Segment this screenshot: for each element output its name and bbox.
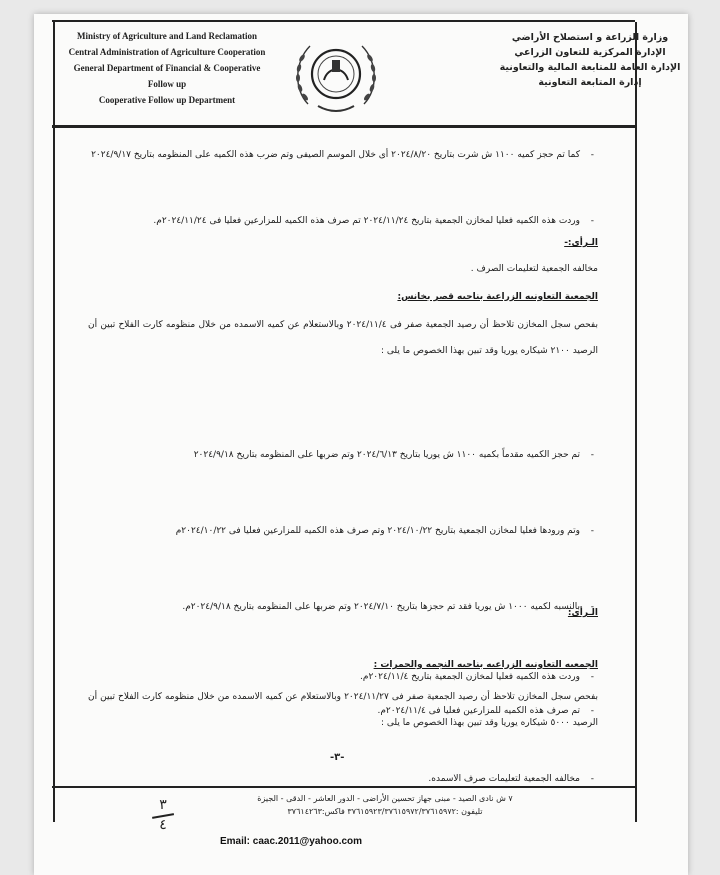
list-item: - وتم ورودها فعليا لمخازن الجمعية بتاريخ ٢٠٢٤/١٠/٢٢ وتم صرف هذه الكميه للمزارعين فعليا فى ٢٠٢٤/١٠/٢٢م: [70, 518, 598, 544]
document-body: [88, 136, 598, 784]
list-item: - بالنسبه لكميه ١٠٠٠ ش يوريا فقد تم حجزها بتاريخ ٢٠٢٤/٧/١٠ وتم ضربها على المنظومه بتاريخ ٢٠٢٤/٩/١٨م.: [70, 594, 598, 620]
list-item: - وردت هذه الكميه فعليا لمخازن الجمعية بتاريخ ٢٠٢٤/١١/٤م.: [70, 672, 598, 682]
society-heading: الجمعيه التعاونيه الزراعيه بناحيه النجمه والحمرات :: [373, 660, 598, 670]
header-rule: [52, 125, 635, 128]
ministry-logo: [288, 36, 384, 116]
header-ar-line: وزارة الزراعة و استصلاح الأراضي: [511, 32, 669, 43]
opinion-heading: الـرأى:-: [564, 238, 598, 248]
header-en-line: General Department of Financial & Cooperative Follow up: [73, 63, 261, 89]
footer-phones-line: تليفون :٣٧٦١٥٩٢٣/٣٧٦١٥٩٧٢/٣٧٦١٥٩٧٢ فاكس:٣٧٦١٤٢٦٣: [287, 807, 483, 816]
header-en-line: Ministry of Agriculture and Land Reclamation: [76, 31, 258, 41]
page-number: -٣-: [330, 752, 345, 763]
header-ar-line: إدارة المتابعة التعاونية: [538, 77, 642, 88]
handwritten-numerator: ٣: [159, 798, 167, 813]
footer-address: [170, 792, 600, 818]
header-english: [62, 28, 272, 108]
header-ar-line: الإدارة المركزية للتعاون الزراعي: [514, 47, 666, 58]
opinion-heading: الـرأى:: [567, 608, 598, 618]
list-item: - كما تم حجز كميه ١١٠٠ ش شرت بتاريخ ٢٠٢٤/٨/٢٠ أى خلال الموسم الصيفى وتم ضرب هذه الكميه على المنظومه بتاريخ ٢٠٢٤/٩/١٧: [70, 144, 598, 166]
list-item: - وردت هذه الكميه فعليا لمخازن الجمعية بتاريخ ٢٠٢٤/١١/٢٤ تم صرف هذه الكميه للمزارعين فعليا فى ٢٠٢٤/١١/٢٤م.: [70, 210, 598, 232]
society-paragraph: بفحص سجل المخازن تلاحظ أن رصيد الجمعية صفر فى ٢٠٢٤/١١/٤ وبالاستعلام عن كميه الاسمده من خلال منظومه كارت الفلاح تبين أن الرصيد ٢١٠٠ شيكاره يوريا وقد تبين بهذا الخصوص ما يلى :: [88, 320, 598, 356]
top-rule: [52, 20, 635, 22]
header-arabic: [490, 30, 690, 90]
handwritten-denominator: ٤: [159, 817, 167, 833]
header-en-line: Cooperative Follow up Department: [98, 95, 236, 105]
header-en-line: Central Administration of Agriculture Cooperation: [68, 47, 266, 57]
header-ar-line: الإدارة العامة للمتابعة المالية والتعاونية: [499, 62, 681, 73]
society-paragraph: بفحص سجل المخازن تلاحظ أن رصيد الجمعية صفر فى ٢٠٢٤/١١/٢٧ وبالاستعلام عن كميه الاسمده من خلال منظومه كارت الفلاح تبين أن الرصيد ٥٠٠٠ شيكاره يوريا وقد تبين بهذا الخصوص ما يلى :: [88, 692, 598, 728]
society-heading: الجمعية التعاونيه الزراعية بناحيه قصر بخانس:: [397, 292, 598, 302]
opinion-text: مخالفه الجمعية لتعليمات الصرف .: [470, 264, 598, 274]
footer-email: Email: caac.2011@yahoo.com: [220, 836, 363, 847]
footer-address-line: ٧ ش نادى الصيد - مبنى جهاز تحسين الأراضى - الدور العاشر - الدقى - الجيزة: [257, 794, 513, 803]
list-item: - تم صرف هذه الكميه للمزارعين فعليا فى ٢٠٢٤/١١/٤م.: [70, 706, 598, 716]
opinion-text: - مخالفه الجمعية لتعليمات صرف الاسمده.: [70, 774, 598, 784]
footer-rule: [52, 786, 635, 788]
list-item: - تم حجز الكميه مقدماً بكميه ١١٠٠ ش يوريا بتاريخ ٢٠٢٤/٦/١٣ وتم ضربها على المنظومه بتاريخ ٢٠٢٤/٩/١٨: [70, 442, 598, 468]
